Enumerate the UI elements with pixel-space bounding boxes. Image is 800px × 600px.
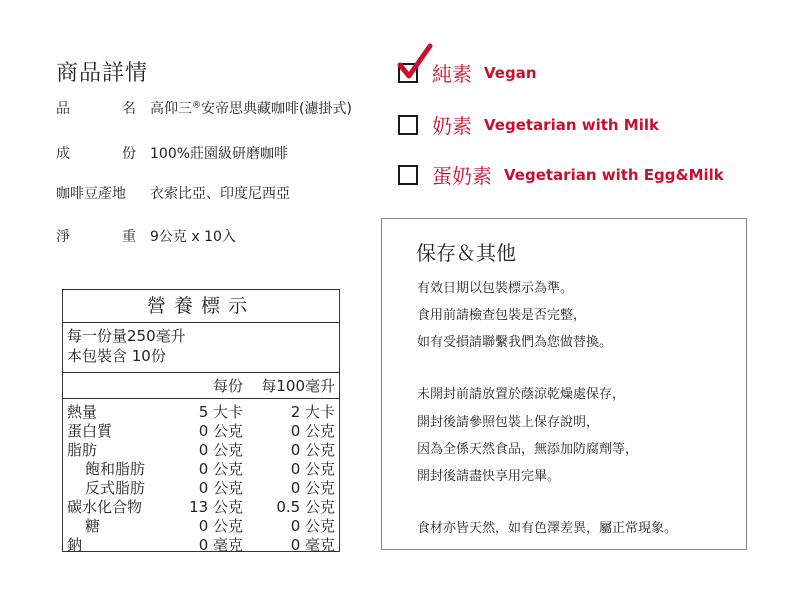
spec-value: 高仰三®安帝思典藏咖啡(濾掛式) (150, 100, 352, 117)
storage-line: 開封後請參照包裝上保存說明， (417, 415, 600, 430)
storage-line: 有效日期以包裝標示為準。 (417, 281, 574, 296)
nutrient-per-100ml: 0 公克 (290, 441, 335, 459)
storage-line: 食材亦皆天然，如有色澤差異，屬正常現象。 (417, 521, 678, 536)
nutrient-per-100ml: 0 公克 (290, 460, 335, 478)
nutrient-name: 碳水化合物 (67, 498, 143, 516)
spec-row-ingredients (56, 143, 288, 163)
nutrition-rows (63, 399, 339, 555)
serving-size: 每一份量250毫升 (67, 327, 186, 345)
diet-row-milk (398, 110, 659, 139)
nutrient-name: 飽和脂肪 (85, 460, 146, 478)
egg-milk-checkbox[interactable] (398, 165, 418, 185)
diet-row-vegan (398, 58, 537, 87)
diet-label-en: Vegan (484, 63, 537, 82)
nutrition-row (63, 441, 339, 460)
spec-value: 衣索比亞、印度尼西亞 (150, 186, 290, 202)
nutrition-row (63, 422, 339, 441)
storage-line: 因為全係天然食品，無添加防腐劑等， (417, 442, 639, 457)
nutrition-header-row (63, 373, 339, 399)
nutrition-title: 營養標示 (63, 290, 339, 323)
product-details-title: 商品詳情 (56, 61, 149, 86)
vegan-checkbox[interactable] (398, 63, 418, 83)
col-per-100ml: 每100毫升 (261, 377, 335, 395)
storage-line: 開封後請盡快享用完畢。 (417, 469, 561, 484)
nutrient-per-100ml: 0 公克 (290, 422, 335, 440)
nutrition-row (63, 403, 339, 422)
nutrient-per-serving: 0 公克 (198, 441, 243, 459)
servings-per-package: 本包裝含 10份 (67, 347, 166, 365)
nutrient-per-100ml: 0 毫克 (290, 536, 335, 554)
col-per-serving: 每份 (212, 377, 243, 395)
diet-label-en: Vegetarian with Milk (484, 115, 659, 134)
diet-label-zh: 奶素 (432, 114, 472, 138)
spec-label: 品 名 (56, 101, 136, 117)
storage-line: 食用前請檢查包裝是否完整， (417, 308, 587, 323)
checkmark-icon (396, 43, 436, 83)
spec-row-net-weight (56, 226, 236, 246)
diet-label-zh: 純素 (432, 62, 472, 86)
nutrition-row (63, 460, 339, 479)
nutrient-per-100ml: 0.5 公克 (276, 498, 335, 516)
spec-label: 淨 重 (56, 229, 136, 245)
nutrient-per-100ml: 0 公克 (290, 479, 335, 497)
nutrient-name: 鈉 (67, 536, 83, 554)
storage-line: 未開封前請放置於蔭涼乾燥處保存， (417, 387, 626, 402)
nutrition-serving-info (63, 323, 339, 373)
spec-value: 9公克 x 10入 (150, 229, 236, 245)
milk-checkbox[interactable] (398, 115, 418, 135)
nutrient-per-serving: 0 毫克 (198, 536, 243, 554)
nutrient-per-serving: 0 公克 (198, 460, 243, 478)
spec-row-name (56, 98, 352, 118)
nutrient-name: 熱量 (67, 403, 98, 421)
nutrient-name: 蛋白質 (67, 422, 113, 440)
nutrition-facts-table (62, 289, 340, 552)
storage-info-box (381, 218, 747, 550)
nutrient-name: 脂肪 (67, 441, 98, 459)
spec-row-origin (56, 183, 290, 203)
nutrient-per-100ml: 0 公克 (290, 517, 335, 535)
spec-label: 成 份 (56, 146, 136, 162)
storage-line: 如有受損請聯繫我們為您做替換。 (417, 335, 613, 350)
nutrient-per-serving: 0 公克 (198, 422, 243, 440)
diet-label-zh: 蛋奶素 (432, 164, 492, 188)
spec-value: 100%莊園級研磨咖啡 (150, 146, 289, 162)
nutrient-per-serving: 0 公克 (198, 479, 243, 497)
nutrient-name: 糖 (85, 517, 101, 535)
spec-label: 咖啡豆產地 (56, 186, 126, 202)
nutrient-name: 反式脂肪 (85, 479, 146, 497)
storage-title: 保存＆其他 (416, 241, 516, 265)
diet-row-egg-milk (398, 160, 724, 189)
nutrient-per-100ml: 2 大卡 (290, 403, 335, 421)
nutrition-row (63, 517, 339, 536)
nutrient-per-serving: 13 公克 (189, 498, 243, 516)
nutrition-row (63, 498, 339, 517)
nutrient-per-serving: 5 大卡 (198, 403, 243, 421)
nutrient-per-serving: 0 公克 (198, 517, 243, 535)
nutrition-row (63, 536, 339, 555)
diet-label-en: Vegetarian with Egg&Milk (504, 165, 724, 184)
nutrition-row (63, 479, 339, 498)
